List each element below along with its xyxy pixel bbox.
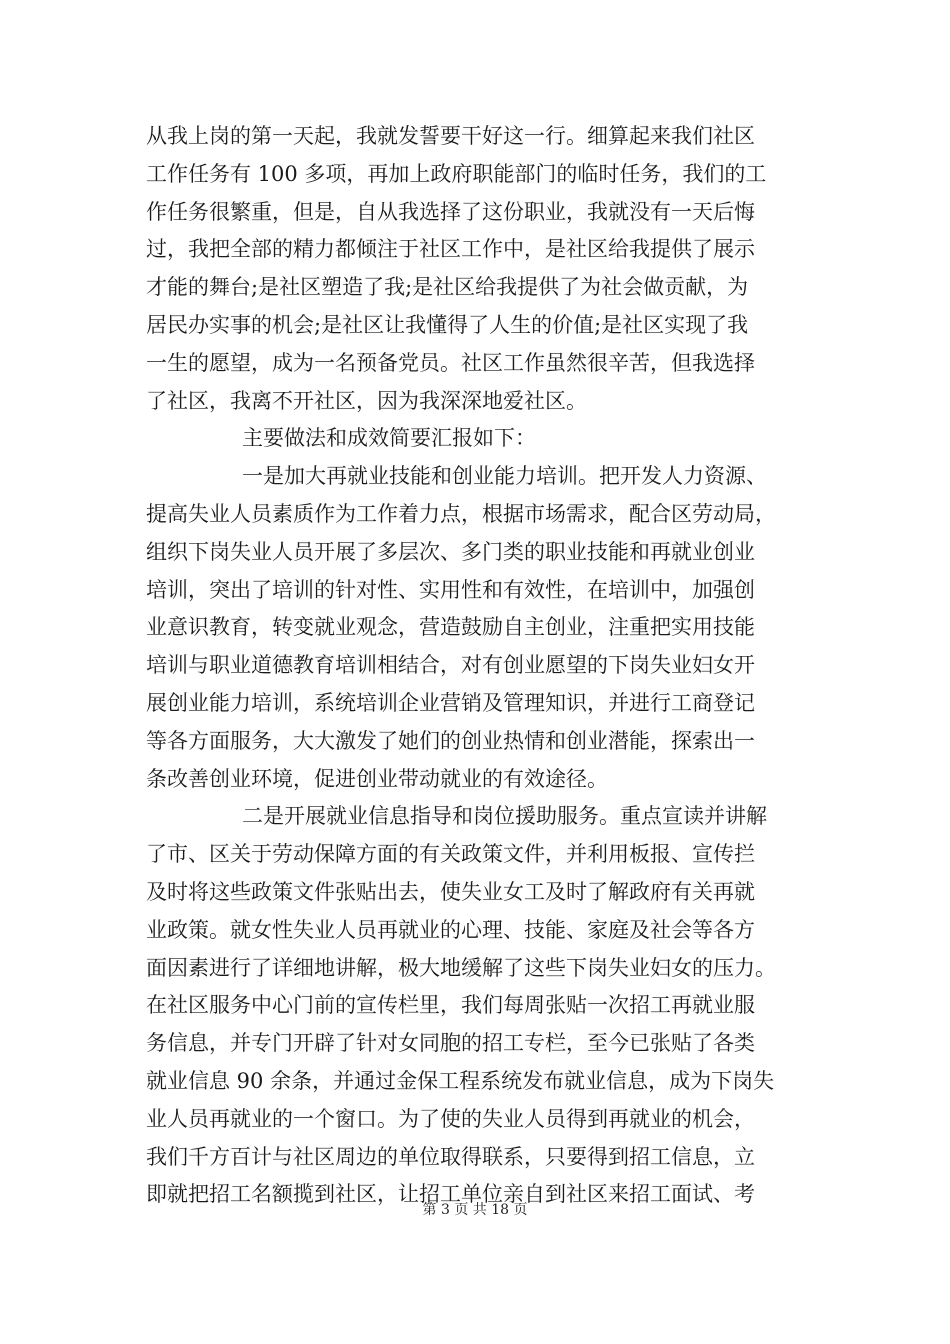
paragraph xyxy=(146,458,826,798)
text-line: 才能的舞台;是社区塑造了我;是社区给我提供了为社会做贡献，为 xyxy=(146,275,749,300)
text-line: 培训，突出了培训的针对性、实用性和有效性，在培训中，加强创 xyxy=(146,577,755,602)
text-line: 作任务很繁重，但是，自从我选择了这份职业，我就没有一天后悔 xyxy=(146,199,755,224)
footer-prefix: 第 xyxy=(422,1202,437,1218)
text-line: 面因素进行了详细地讲解，极大地缓解了这些下岗失业妇女的压力。 xyxy=(146,955,776,980)
footer-middle: 页 共 xyxy=(454,1202,487,1218)
text-line: 即就把招工名额揽到社区，让招工单位亲自到社区来招工面试、考 xyxy=(146,1182,755,1207)
paragraph xyxy=(146,118,826,420)
paragraph xyxy=(146,798,826,1214)
text-line: 条改善创业环境，促进创业带动就业的有效途径。 xyxy=(146,766,608,791)
footer-total-pages: 18 xyxy=(491,1202,510,1218)
text-line: 了社区，我离不开社区，因为我深深地爱社区。 xyxy=(146,388,587,413)
text-line: 就业信息 90 余条，并通过金保工程系统发布就业信息，成为下岗失 xyxy=(146,1068,775,1093)
text-line: 业意识教育，转变就业观念，营造鼓励自主创业，注重把实用技能 xyxy=(146,615,755,640)
text-line: 组织下岗失业人员开展了多层次、多门类的职业技能和再就业创业 xyxy=(146,539,755,564)
paragraph xyxy=(146,420,826,458)
document-body xyxy=(146,118,826,1214)
text-line: 业政策。就女性失业人员再就业的心理、技能、家庭及社会等各方 xyxy=(146,917,755,942)
text-line: 工作任务有 100 多项，再加上政府职能部门的临时任务，我们的工 xyxy=(146,161,767,186)
text-line: 从我上岗的第一天起，我就发誓要干好这一行。细算起来我们社区 xyxy=(146,124,755,148)
text-line: 在社区服务中心门前的宣传栏里，我们每周张贴一次招工再就业服 xyxy=(146,993,755,1018)
text-line: 业人员再就业的一个窗口。为了使的失业人员得到再就业的机会， xyxy=(146,1106,755,1131)
text-line: 了市、区关于劳动保障方面的有关政策文件，并利用板报、宣传拦 xyxy=(146,842,755,867)
text-line: 一生的愿望，成为一名预备党员。社区工作虽然很辛苦，但我选择 xyxy=(146,350,755,375)
page-footer xyxy=(0,1200,950,1220)
text-line: 居民办实事的机会;是社区让我懂得了人生的价值;是社区实现了我 xyxy=(146,312,749,337)
text-line: 一是加大再就业技能和创业能力培训。把开发人力资源、 xyxy=(242,464,767,489)
text-line: 二是开展就业信息指导和岗位援助服务。重点宣读并讲解 xyxy=(242,804,767,829)
text-line: 展创业能力培训，系统培训企业营销及管理知识，并进行工商登记 xyxy=(146,690,755,715)
text-line: 主要做法和成效简要汇报如下： xyxy=(242,426,536,451)
footer-current-page: 3 xyxy=(440,1202,450,1218)
text-line: 提高失业人员素质作为工作着力点，根据市场需求，配合区劳动局， xyxy=(146,501,776,526)
footer-suffix: 页 xyxy=(513,1202,528,1218)
text-line: 过，我把全部的精力都倾注于社区工作中，是社区给我提供了展示 xyxy=(146,237,755,262)
text-line: 务信息，并专门开辟了针对女同胞的招工专栏，至今已张贴了各类 xyxy=(146,1031,755,1056)
text-line: 我们千方百计与社区周边的单位取得联系，只要得到招工信息，立 xyxy=(146,1144,755,1169)
text-line: 培训与职业道德教育培训相结合，对有创业愿望的下岗失业妇女开 xyxy=(146,653,755,678)
text-line: 等各方面服务，大大激发了她们的创业热情和创业潜能，探索出一 xyxy=(146,728,755,753)
text-line: 及时将这些政策文件张贴出去，使失业女工及时了解政府有关再就 xyxy=(146,879,755,904)
